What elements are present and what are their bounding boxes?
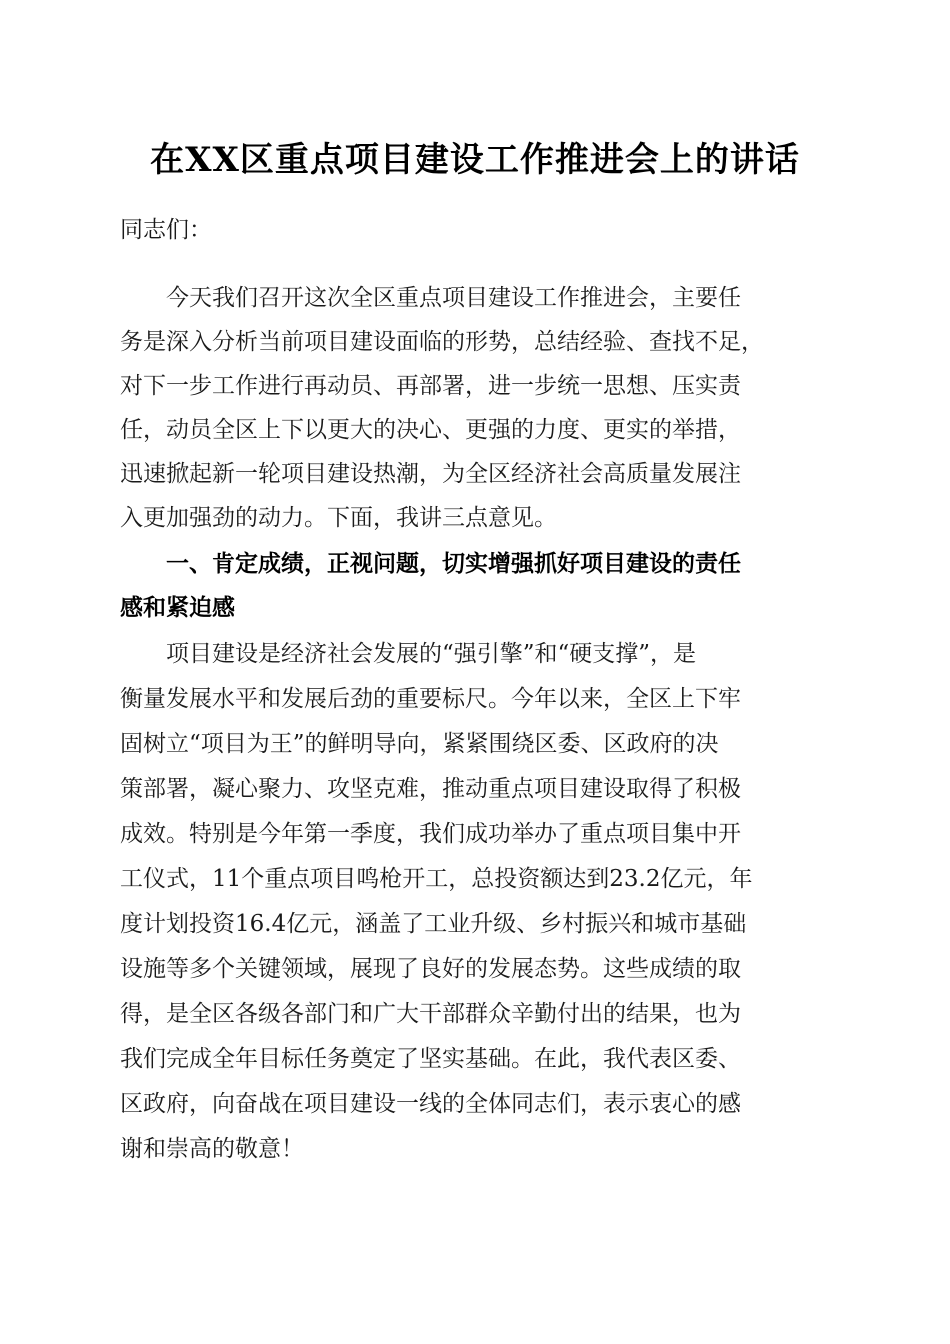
paragraph-1-line-4: 任，动员全区上下以更大的决心、更强的力度、更实的举措， [120, 417, 741, 443]
paragraph-1-line-1: 今天我们召开这次全区重点项目建设工作推进会，主要任 [166, 285, 741, 311]
paragraph-2-line-10: 我们完成全年目标任务奠定了坚实基础。在此，我代表区委、 [120, 1046, 741, 1072]
page-title: 在XX区重点项目建设工作推进会上的讲话 [150, 140, 800, 180]
section-1-heading-line-2: 感和紧迫感 [120, 595, 235, 621]
paragraph-1-line-5: 迅速掀起新一轮项目建设热潮，为全区经济社会高质量发展注 [120, 461, 741, 487]
paragraph-2-line-6: 工仪式，11个重点项目鸣枪开工，总投资额达到23.2亿元，年 [120, 866, 753, 892]
paragraph-1-line-2: 务是深入分析当前项目建设面临的形势，总结经验、查找不足， [120, 329, 764, 355]
paragraph-2-line-8: 设施等多个关键领域，展现了良好的发展态势。这些成绩的取 [120, 956, 741, 982]
section-1-heading-line-1: 一、肯定成绩，正视问题，切实增强抓好项目建设的责任 [166, 551, 741, 577]
paragraph-2-line-1: 项目建设是经济社会发展的“强引擎”和“硬支撑”，是 [166, 641, 697, 667]
paragraph-2-line-11: 区政府，向奋战在项目建设一线的全体同志们，表示衷心的感 [120, 1091, 741, 1117]
paragraph-2-line-7: 度计划投资16.4亿元，涵盖了工业升级、乡村振兴和城市基础 [120, 911, 747, 937]
paragraph-2-line-2: 衡量发展水平和发展后劲的重要标尺。今年以来，全区上下牢 [120, 686, 741, 712]
paragraph-2-line-3: 固树立“项目为王”的鲜明导向，紧紧围绕区委、区政府的决 [120, 731, 719, 757]
paragraph-2-line-9: 得，是全区各级各部门和广大干部群众辛勤付出的结果，也为 [120, 1001, 741, 1027]
paragraph-2-line-5: 成效。特别是今年第一季度，我们成功举办了重点项目集中开 [120, 821, 741, 847]
paragraph-2-line-12: 谢和崇高的敬意！ [120, 1136, 304, 1162]
paragraph-1-line-6: 入更加强劲的动力。下面，我讲三点意见。 [120, 505, 557, 531]
paragraph-1-line-3: 对下一步工作进行再动员、再部署，进一步统一思想、压实责 [120, 373, 741, 399]
paragraph-2-line-4: 策部署，凝心聚力、攻坚克难，推动重点项目建设取得了积极 [120, 776, 741, 802]
salutation: 同志们： [120, 217, 212, 243]
